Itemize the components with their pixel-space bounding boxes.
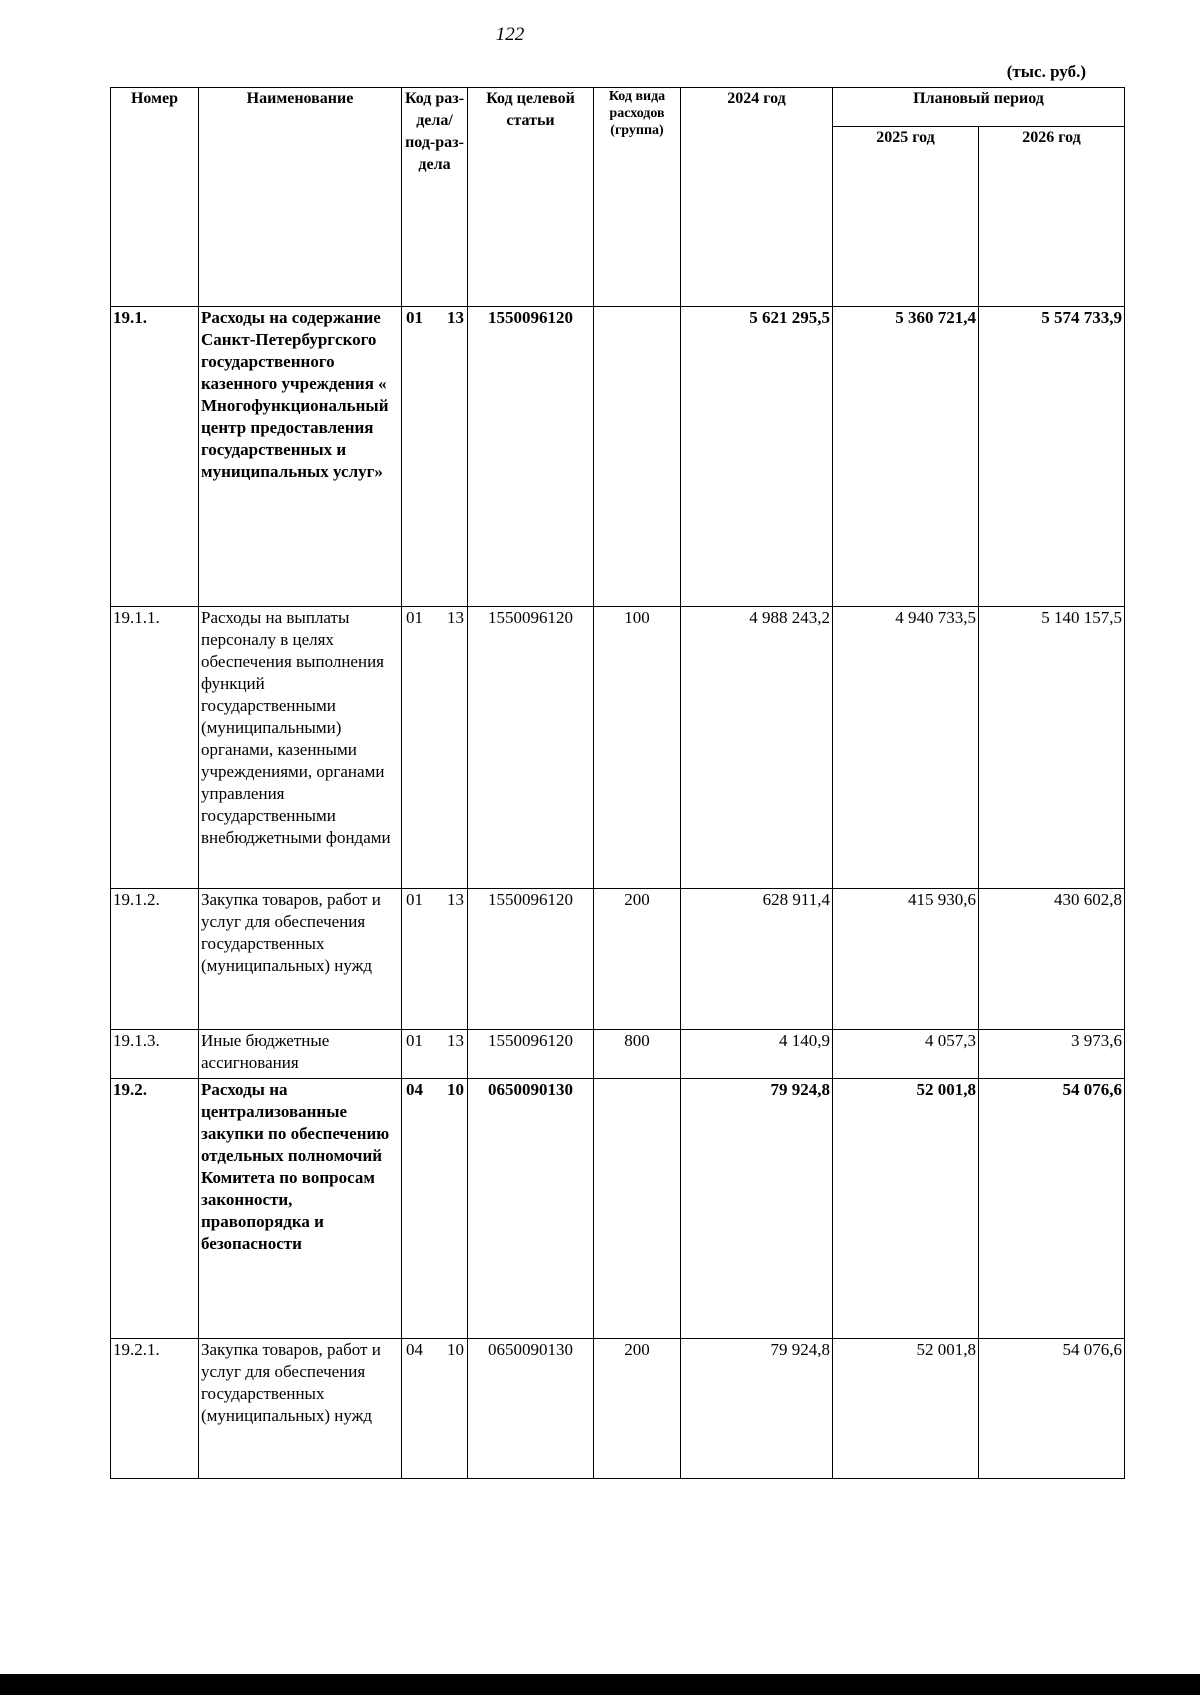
row-number: 19.1.3. — [111, 1030, 199, 1079]
row-expense-type: 100 — [594, 607, 681, 889]
header-year-2026: 2026 год — [979, 127, 1125, 307]
row-amount-2024: 5 621 295,5 — [681, 307, 833, 607]
row-expense-type: 200 — [594, 889, 681, 1030]
row-amount-2025: 4 057,3 — [833, 1030, 979, 1079]
row-subsection: 13 — [447, 308, 464, 327]
row-expense-type: 200 — [594, 1339, 681, 1479]
row-amount-2025: 5 360 721,4 — [833, 307, 979, 607]
row-name: Расходы на выплаты персоналу в целях обеспечения выполнения функций государственными (муниципальными) органами, казенными учреждениями, органами управления государственными внебюджетными фондами — [199, 607, 402, 889]
table-row — [111, 307, 1125, 607]
row-target-code: 0650090130 — [468, 1339, 594, 1479]
units-label: (тыс. руб.) — [1006, 62, 1086, 81]
row-subsection: 13 — [447, 1031, 464, 1050]
page-number: 122 — [495, 24, 525, 45]
row-section: 01 — [406, 608, 423, 627]
row-amount-2026: 3 973,6 — [979, 1030, 1125, 1079]
row-amount-2026: 5 140 157,5 — [979, 607, 1125, 889]
row-section: 04 — [406, 1340, 423, 1359]
row-amount-2025: 4 940 733,5 — [833, 607, 979, 889]
budget-table — [110, 87, 1125, 1479]
row-amount-2024: 79 924,8 — [681, 1079, 833, 1339]
row-amount-2024: 4 988 243,2 — [681, 607, 833, 889]
row-amount-2024: 79 924,8 — [681, 1339, 833, 1479]
table-row — [111, 889, 1125, 1030]
table-row — [111, 1030, 1125, 1079]
row-name: Закупка товаров, работ и услуг для обеспечения государственных (муниципальных) нужд — [199, 889, 402, 1030]
row-target-code: 1550096120 — [468, 307, 594, 607]
row-amount-2024: 4 140,9 — [681, 1030, 833, 1079]
row-number: 19.1.2. — [111, 889, 199, 1030]
row-amount-2026: 5 574 733,9 — [979, 307, 1125, 607]
row-number: 19.1.1. — [111, 607, 199, 889]
row-expense-type: 800 — [594, 1030, 681, 1079]
row-number: 19.2. — [111, 1079, 199, 1339]
row-name: Расходы на централизованные закупки по обеспечению отдельных полномочий Комитета по вопросам законности, правопорядка и безопасности — [199, 1079, 402, 1339]
row-name: Закупка товаров, работ и услуг для обеспечения государственных (муниципальных) нужд — [199, 1339, 402, 1479]
row-amount-2025: 415 930,6 — [833, 889, 979, 1030]
row-section-code — [402, 1030, 468, 1079]
row-subsection: 13 — [447, 608, 464, 627]
header-name: Наименование — [199, 88, 402, 307]
header-year-2024: 2024 год — [681, 88, 833, 307]
table-row — [111, 607, 1125, 889]
row-amount-2026: 54 076,6 — [979, 1339, 1125, 1479]
row-target-code: 1550096120 — [468, 889, 594, 1030]
row-expense-type — [594, 307, 681, 607]
header-expense-type: Код вида расходов (группа) — [594, 88, 681, 307]
header-planning-period: Плановый период — [833, 88, 1125, 127]
row-amount-2025: 52 001,8 — [833, 1339, 979, 1479]
row-target-code: 1550096120 — [468, 607, 594, 889]
row-amount-2026: 54 076,6 — [979, 1079, 1125, 1339]
row-section: 01 — [406, 890, 423, 909]
header-number: Номер — [111, 88, 199, 307]
row-subsection: 10 — [447, 1080, 464, 1099]
header-section-code: Код раз-дела/ под-раз-дела — [402, 88, 468, 307]
row-name: Расходы на содержание Санкт-Петербургского государственного казенного учреждения « Многофункциональный центр предоставления государственных и муниципальных услуг» — [199, 307, 402, 607]
row-section: 04 — [406, 1080, 423, 1099]
row-number: 19.2.1. — [111, 1339, 199, 1479]
row-subsection: 13 — [447, 890, 464, 909]
row-section-code — [402, 1339, 468, 1479]
row-name: Иные бюджетные ассигнования — [199, 1030, 402, 1079]
row-section: 01 — [406, 308, 423, 327]
row-section-code — [402, 1079, 468, 1339]
table-row — [111, 1079, 1125, 1339]
table-row — [111, 1339, 1125, 1479]
row-section-code — [402, 307, 468, 607]
row-amount-2026: 430 602,8 — [979, 889, 1125, 1030]
row-target-code: 1550096120 — [468, 1030, 594, 1079]
row-subsection: 10 — [447, 1340, 464, 1359]
row-section: 01 — [406, 1031, 423, 1050]
row-section-code — [402, 607, 468, 889]
header-year-2025: 2025 год — [833, 127, 979, 307]
row-amount-2024: 628 911,4 — [681, 889, 833, 1030]
row-section-code — [402, 889, 468, 1030]
row-number: 19.1. — [111, 307, 199, 607]
row-amount-2025: 52 001,8 — [833, 1079, 979, 1339]
row-expense-type — [594, 1079, 681, 1339]
row-target-code: 0650090130 — [468, 1079, 594, 1339]
header-target-code: Код целевой статьи — [468, 88, 594, 307]
scan-bottom-border — [0, 1674, 1200, 1695]
